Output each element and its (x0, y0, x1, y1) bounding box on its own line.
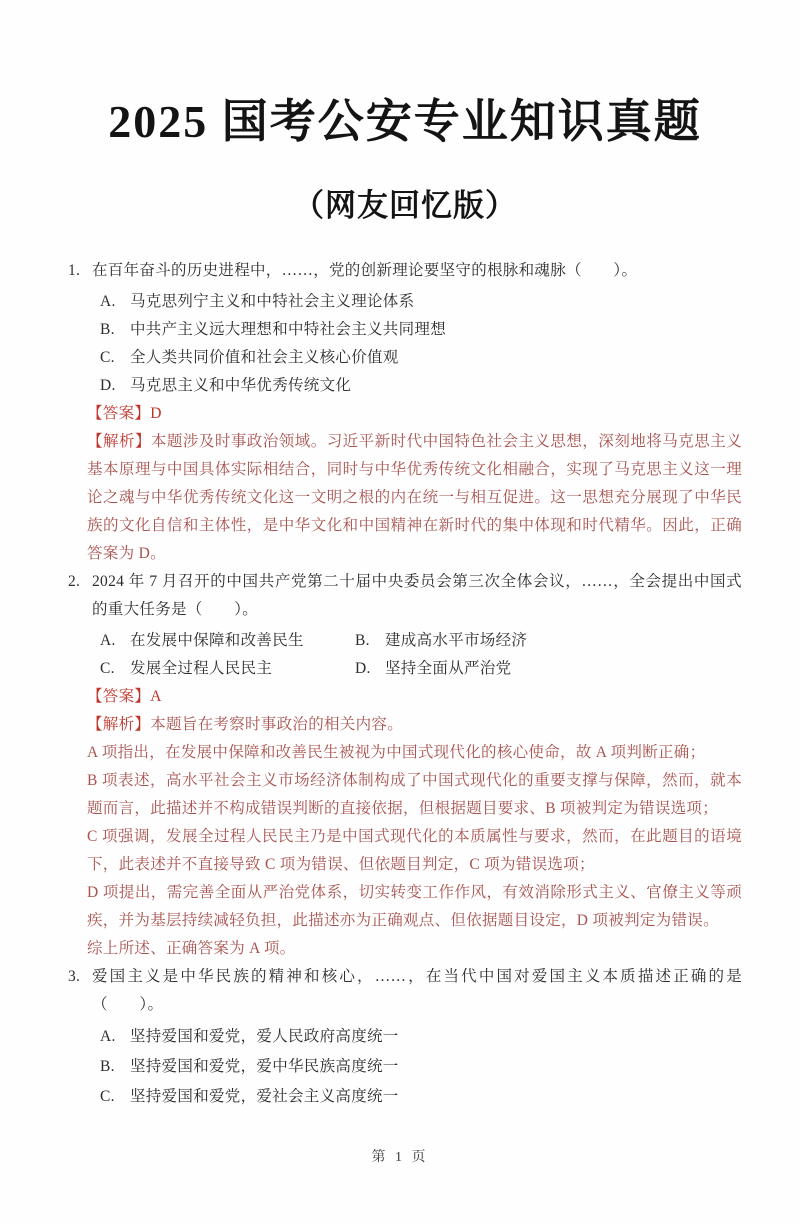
page-number: 第 1 页 (371, 1150, 429, 1165)
page-subtitle: （网友回忆版） (293, 188, 517, 223)
option-a (100, 627, 355, 655)
page-title: 2025 国考公安专业知识真题 (108, 96, 702, 147)
option-label: B. (100, 1058, 115, 1075)
option-label: D. (100, 377, 116, 394)
option-b (100, 316, 742, 344)
answer-line (87, 683, 742, 711)
question-number: 1. (68, 262, 81, 279)
answer-value: D (150, 405, 162, 422)
question-2 (68, 568, 742, 963)
option-label: C. (100, 1088, 115, 1105)
question-3-stem (68, 963, 742, 1019)
question-number: 2. (68, 573, 81, 590)
question-3 (68, 963, 742, 1112)
questions-list (68, 257, 742, 1112)
answer-label: 【答案】 (87, 405, 151, 422)
option-b (100, 1052, 742, 1082)
question-1-stem (68, 257, 742, 285)
analysis-paragraph: C 项强调，发展全过程人民民主乃是中国式现代化的本质属性与要求，然而，在此题目的语境下，此表述并不直接导致 C 项为错误、但依题目判定，C 项为错误选项； (87, 828, 742, 873)
option-a (100, 1022, 742, 1052)
question-1-options (100, 288, 742, 400)
analysis-paragraph: D 项提出，需完善全面从严治党体系，切实转变工作作风，有效消除形式主义、官僚主义等顽疾，并为基层持续减轻负担，此描述亦为正确观点、但依据题目设定，D 项被判定为错误。 (87, 884, 742, 929)
option-text: 中共产主义远大理想和中特社会主义共同理想 (130, 321, 447, 338)
option-text: 坚持爱国和爱党，爱中华民族高度统一 (130, 1058, 399, 1075)
option-d (355, 655, 742, 683)
analysis-paragraph (87, 711, 742, 739)
option-text: 全人类共同价值和社会主义核心价值观 (130, 349, 399, 366)
document-page (0, 92, 800, 1112)
option-text: 马克思列宁主义和中特社会主义理论体系 (130, 293, 415, 310)
question-stem-text: 爱国主义是中华民族的精神和核心，……，在当代中国对爱国主义本质描述正确的是（ ）。 (92, 968, 742, 1013)
option-label: D. (355, 660, 371, 677)
option-label: A. (100, 1028, 116, 1045)
analysis-paragraph: A 项指出，在发展中保障和改善民生被视为中国式现代化的核心使命，故 A 项判断正确； (87, 744, 706, 761)
option-text: 建成高水平市场经济 (385, 632, 528, 649)
analysis-paragraph: 综上所述、正确答案为 A 项。 (87, 940, 296, 957)
option-text: 马克思主义和中华优秀传统文化 (130, 377, 352, 394)
option-a (100, 288, 742, 316)
question-1 (68, 257, 742, 568)
answer-value: A (150, 688, 162, 705)
question-2-stem (68, 568, 742, 624)
option-d (100, 372, 742, 400)
question-3-options (100, 1022, 742, 1112)
option-label: C. (100, 660, 115, 677)
question-2-options (100, 627, 742, 683)
option-label: A. (100, 293, 116, 310)
question-number: 3. (68, 968, 81, 985)
option-text: 坚持爱国和爱党，爱社会主义高度统一 (130, 1088, 399, 1105)
option-b (355, 627, 742, 655)
option-c (100, 655, 355, 683)
option-label: C. (100, 349, 115, 366)
question-2-answer-block (87, 683, 742, 963)
question-stem-text: 在百年奋斗的历史进程中，……，党的创新理论要坚守的根脉和魂脉（ ）。 (92, 262, 638, 279)
analysis-text: 本题旨在考察时事政治的相关内容。 (150, 716, 404, 733)
option-label: B. (355, 632, 370, 649)
option-text: 在发展中保障和改善民生 (130, 632, 304, 649)
option-text: 坚持爱国和爱党，爱人民政府高度统一 (130, 1028, 399, 1045)
answer-label: 【答案】 (87, 688, 151, 705)
option-text: 坚持全面从严治党 (385, 660, 512, 677)
question-1-answer-block (87, 400, 742, 568)
option-c (100, 1082, 742, 1112)
option-text: 发展全过程人民民主 (130, 660, 273, 677)
option-label: B. (100, 321, 115, 338)
analysis-text: 本题涉及时事政治领域。习近平新时代中国特色社会主义思想，深刻地将马克思主义基本原理与中国具体实际相结合，同时与中华优秀传统文化相融合，实现了马克思主义这一理论之魂与中华优秀传统文化这一文明之根的内在统一与相互促进。这一思想充分展现了中华民族的文化自信和主体性，是中华文化和中国精神在新时代的集中体现和时代精华。因此，正确答案为 D。 (87, 433, 742, 562)
option-c (100, 344, 742, 372)
question-stem-text: 2024 年 7 月召开的中国共产党第二十届中央委员会第三次全体会议，……，全会提出中国式的重大任务是（ ）。 (92, 573, 742, 618)
analysis-paragraph (87, 428, 742, 568)
analysis-paragraph: B 项表述，高水平社会主义市场经济体制构成了中国式现代化的重要支撑与保障，然而，就本题而言，此描述并不构成错误判断的直接依据，但根据题目要求、B 项被判定为错误选项； (87, 772, 742, 817)
analysis-label: 【解析】 (87, 716, 151, 733)
answer-line (87, 400, 742, 428)
analysis-label: 【解析】 (87, 433, 151, 450)
option-label: A. (100, 632, 116, 649)
